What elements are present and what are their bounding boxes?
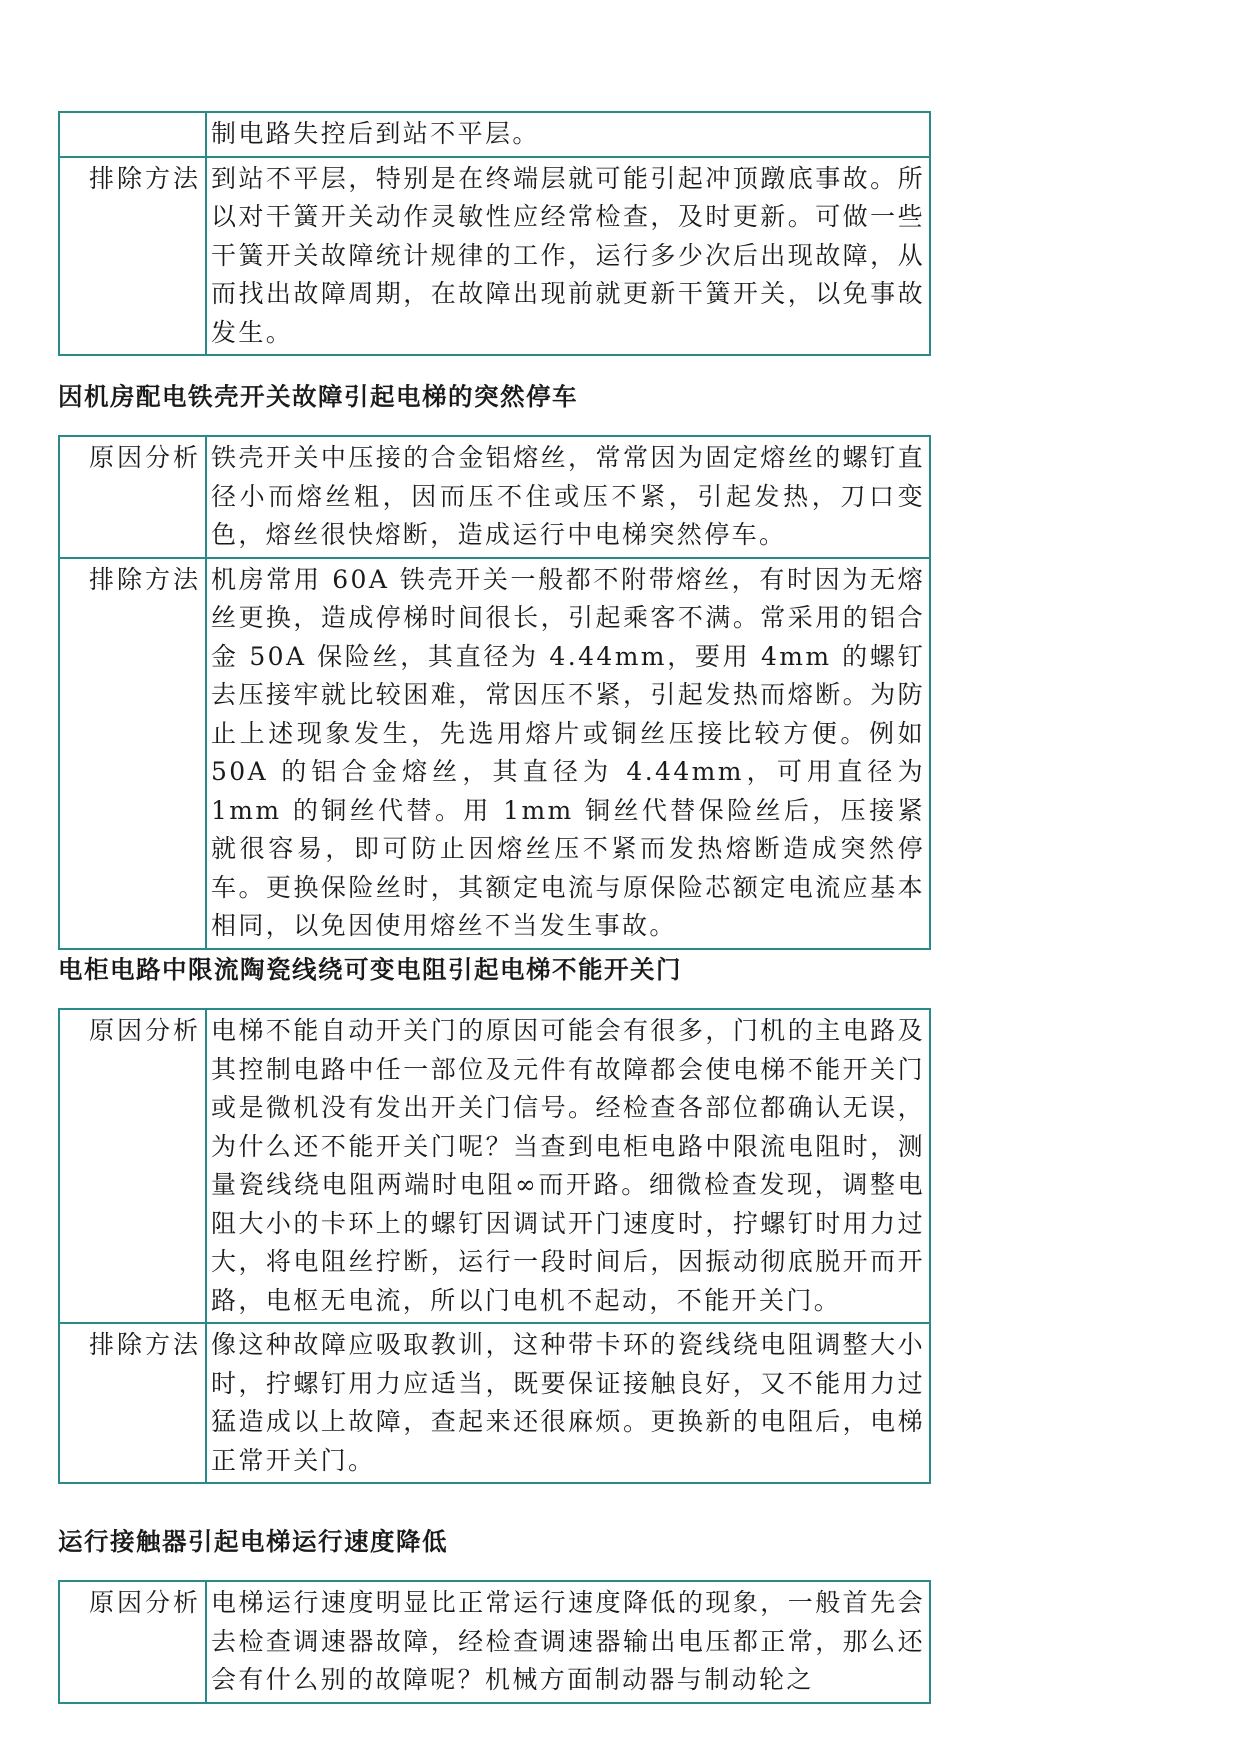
- row-text: 像这种故障应吸取教训，这种带卡环的瓷线绕电阻调整大小时，拧螺钉用力应适当，既要保证接触良好，又不能用力过猛造成以上故障，查起来还很麻烦。更换新的电阻后，电梯正常开关门。: [206, 1323, 930, 1483]
- table-row: [59, 112, 930, 157]
- row-label: 原因分析: [59, 436, 206, 558]
- table-row: [59, 1009, 930, 1323]
- fault-table-4: [58, 1580, 931, 1704]
- fault-table-2: [58, 435, 931, 950]
- table-row: [59, 1581, 930, 1703]
- row-label: 原因分析: [59, 1009, 206, 1323]
- row-text: 机房常用 60A 铁壳开关一般都不附带熔丝，有时因为无熔丝更换，造成停梯时间很长，引起乘客不满。常采用的铝合金 50A 保险丝，其直径为 4.44mm，要用 4mm 的螺钉去压接牢就比较困难，常因压不紧，引起发热而熔断。为防止上述现象发生，先选用熔片或铜丝压接比较方便。例如 50A 的铝合金熔丝，其直径为 4.44mm，可用直径为 1mm 的铜丝代替。用 1mm 铜丝代替保险丝后，压接紧就很容易，即可防止因熔丝压不紧而发热熔断造成突然停车。更换保险丝时，其额定电流与原保险芯额定电流应基本相同，以免因使用熔丝不当发生事故。: [206, 558, 930, 949]
- row-text: 到站不平层，特别是在终端层就可能引起冲顶蹾底事故。所以对干簧开关动作灵敏性应经常检查，及时更新。可做一些干簧开关故障统计规律的工作，运行多少次后出现故障，从而找出故障周期，在故障出现前就更新干簧开关，以免事故发生。: [206, 157, 930, 356]
- fault-table-1: [58, 111, 931, 356]
- table-row: [59, 558, 930, 949]
- table-row: [59, 436, 930, 558]
- section-heading: 电柜电路中限流陶瓷线绕可变电阻引起电梯不能开关门: [58, 955, 682, 984]
- row-label: 排除方法: [59, 157, 206, 356]
- section-heading: 因机房配电铁壳开关故障引起电梯的突然停车: [58, 382, 578, 411]
- fault-table-3: [58, 1008, 931, 1484]
- row-text: 电梯不能自动开关门的原因可能会有很多，门机的主电路及其控制电路中任一部位及元件有故障都会使电梯不能开关门或是微机没有发出开关门信号。经检查各部位都确认无误，为什么还不能开关门呢？当查到电柜电路中限流电阻时，测量瓷线绕电阻两端时电阻∞而开路。细微检查发现，调整电阻大小的卡环上的螺钉因调试开门速度时，拧螺钉时用力过大，将电阻丝拧断，运行一段时间后，因振动彻底脱开而开路，电枢无电流，所以门电机不起动，不能开关门。: [206, 1009, 930, 1323]
- row-label: 排除方法: [59, 558, 206, 949]
- table-row: [59, 1323, 930, 1483]
- row-label: 原因分析: [59, 1581, 206, 1703]
- row-text: 铁壳开关中压接的合金铝熔丝，常常因为固定熔丝的螺钉直径小而熔丝粗，因而压不住或压不紧，引起发热，刀口变色，熔丝很快熔断，造成运行中电梯突然停车。: [206, 436, 930, 558]
- row-text: 电梯运行速度明显比正常运行速度降低的现象，一般首先会去检查调速器故障，经检查调速器输出电压都正常，那么还会有什么别的故障呢？机械方面制动器与制动轮之: [206, 1581, 930, 1703]
- section-heading: 运行接触器引起电梯运行速度降低: [58, 1527, 448, 1556]
- row-label: 排除方法: [59, 1323, 206, 1483]
- row-text: 制电路失控后到站不平层。: [206, 112, 930, 157]
- table-row: [59, 157, 930, 356]
- row-label: [59, 112, 206, 157]
